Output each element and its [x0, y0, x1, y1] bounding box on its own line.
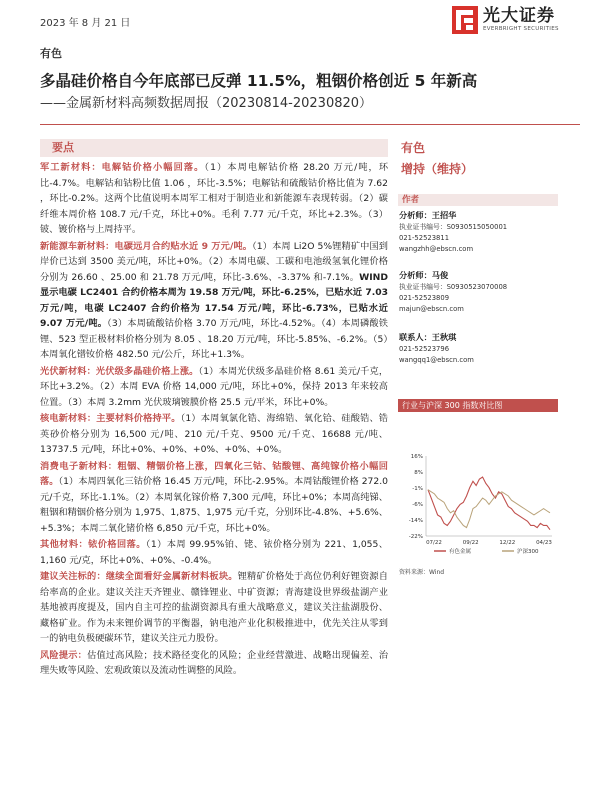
paragraph-military — [40, 160, 388, 238]
index-comparison-chart — [398, 450, 558, 570]
paragraph-lead: 建议关注标的：继续全面看好金属新材料板块。 — [40, 571, 238, 582]
paragraph-other — [40, 537, 388, 568]
paragraph-recommend — [40, 569, 388, 647]
series-line-nonferrous — [428, 477, 550, 530]
key-points-bar — [40, 139, 388, 157]
paragraph-lead: 风险提示： — [40, 649, 88, 661]
paragraph-lead: 消费电子新材料：粗铟、精铟价格上涨，四氧化三钴、钴酸锂、高纯镓价格小幅回落。 — [40, 460, 388, 487]
authors-bar — [398, 194, 558, 206]
contact-card — [399, 331, 559, 366]
authors-title: 作者 — [402, 195, 420, 205]
analyst-phone: 021-52523811 — [399, 234, 450, 243]
paragraph-consumer — [40, 459, 388, 537]
paragraph-text: 估值过高风险；技术路径变化的风险；企业经营激进、战略出现偏差、治理失败等风险、宏观政策以及流动性调整的风险。 — [40, 649, 389, 676]
analyst-cert: 执业证书编号：S0930515050001 — [399, 223, 508, 231]
y-tick-label: 16% — [410, 454, 423, 460]
paragraph-lead: 光伏新材料：光伏级多晶硅价格上涨。 — [40, 365, 199, 377]
x-tick-label: 07/22 — [426, 540, 442, 546]
investment-rating: 增持（维持） — [401, 162, 474, 176]
paragraph-text: （1）本周 Li2O 5%锂精矿中国到岸价已达到 3500 美元/吨，环比+0%。（2）本周电碳、工碳和电池级氢氧化锂价格分别为 26.60 、25.00 和 21.78 万元/吨，环比-3.6%、-3.37% 和-7.1%。 — [40, 240, 388, 283]
analyst-card — [399, 269, 559, 316]
paragraph-lead: 其他材料：铱价格回落。 — [40, 539, 146, 550]
analyst-name: 分析师：王招华 — [399, 210, 457, 220]
analyst-email[interactable]: wangzhh@ebscn.com — [399, 245, 474, 254]
key-points-body — [40, 160, 388, 680]
paragraph-text: （1）本周光伏级多晶硅价格 8.61 美元/千克，环比+3.2%。（2）本周 EVA 价格 14,000 元/吨，环比+0%，保持 2013 年来较高位置。（3）本周 3.2mm 光伏玻璃镀膜价格 25.5 元/平米，环比+0%。 — [40, 365, 389, 408]
x-tick-label: 09/22 — [462, 540, 479, 546]
paragraph-lead: 核电新材料：主要材料价格持平。 — [40, 413, 181, 424]
paragraph-pv — [40, 364, 388, 411]
broker-logo-mark-icon — [452, 6, 478, 34]
analyst-name: 分析师：马俊 — [399, 270, 449, 280]
key-points-title: 要点 — [52, 141, 74, 154]
paragraph-text: （1）本周电解钴价格 28.20 万元/吨，环比-4.7%。电解钴和钴粉比值 1.06 ，环比-3.5%；电解钴和硫酸钴价格比值为 7.62 ，环比-0.2%。这两个比值说明本周军工相对于制造业和新能源车表现转弱。（2）碳纤维本周价格 108.7 元/千克，环比+0%。毛利 7.77 元/千克，环比+2.3%。（3）铍、镀价格与上周持平。 — [40, 162, 389, 235]
analyst-phone: 021-52523809 — [399, 294, 450, 303]
paragraph-ev — [40, 239, 388, 363]
y-tick-label: -1% — [412, 486, 423, 492]
paragraph-text: （1）本周氧氯化锆、海绵锆、氧化铪、硅酸锆、锆英砂价格分别为 16,500 元/吨、210 元/千克、9500 元/千克、16688 元/吨、13737.5 元/吨，环比+0%、+0%、+0%、+0%、+0%。 — [40, 413, 388, 455]
paragraph-lead: 新能源车新材料：电碳远月合约贴水近 9 万元/吨。 — [40, 240, 253, 252]
legend-label: 有色金属 — [449, 549, 472, 555]
sidebar-industry: 有色 — [401, 141, 426, 155]
chart-source: 资料来源：Wind — [399, 569, 445, 576]
y-tick-label: -6% — [412, 502, 423, 508]
paragraph-lead: 军工新材料：电解钴价格小幅回落。 — [40, 162, 205, 173]
legend-label: 沪深300 — [517, 549, 539, 555]
chart-title: 行业与沪深 300 指数对比图 — [402, 401, 503, 410]
x-tick-label: 04/23 — [536, 540, 552, 546]
report-category: 有色 — [40, 47, 62, 60]
report-subtitle: ——金属新材料高频数据周报（20230814-20230820） — [40, 96, 373, 111]
paragraph-text: （1）本周四氧化三钴价格 16.45 万元/吨，环比-2.95%。本周钴酸锂价格 272.0 元/千克，环比-1.1%。（2）本周氧化镓价格 7,300 元/吨，环比+0%；本周高纯锑、粗铟和精铟价格分别为 1,975、1,875、1,975 元/千克，分别环比-4.8%、+5.6%、+5.3%；本周二氧化锗价格 6,850 元/千克，环比+0%。 — [40, 476, 388, 534]
title-divider — [40, 124, 580, 125]
analyst-cert: 执业证书编号：S0930523070008 — [399, 283, 508, 291]
analyst-card — [399, 209, 559, 256]
paragraph-bold: WIND 显示电碳 LC2401 合约价格本周为 19.58 万元/吨，环比-6.25%，已贴水近 7.03 万元/吨，电碳 LC2407 合约价格为 17.54 万元/吨，环比-6.73%，已贴水近 9.07 万元/吨。 — [40, 271, 388, 329]
report-date: 2023 年 8 月 21 日 — [40, 18, 131, 29]
contact-phone: 021-52523796 — [399, 345, 450, 353]
contact-email[interactable]: wangqq1@ebscn.com — [399, 356, 474, 365]
paragraph-risk — [40, 648, 388, 679]
paragraph-tail: （3）本周硫酸钴价格 3.70 万元/吨，环比-4.52%。（4）本周磷酸铁锂、523 型正极材料价格分别为 8.05 、18.20 万元/吨，环比-5.85%、-6.2%。（5）本周氧化镨钕价格 482.50 元/公斤，环比+1.3%。 — [40, 318, 388, 360]
broker-name-en: EVERBRIGHT SECURITIES — [483, 26, 559, 32]
contact-name: 联系人：王秋琪 — [399, 332, 457, 342]
y-tick-label: -22% — [408, 534, 423, 540]
y-tick-label: -14% — [408, 518, 423, 524]
paragraph-text: （1）本周 99.95%铂、铑、铱价格分别为 221、1,055、1,160 元/克，环比+0%、+0%、-0.4%。 — [40, 539, 388, 566]
x-tick-label: 12/22 — [499, 540, 516, 546]
broker-logo — [452, 6, 559, 34]
paragraph-nuclear — [40, 411, 388, 458]
report-title: 多晶硅价格自今年底部已反弹 11.5%，粗铟价格创近 5 年新高 — [40, 72, 478, 90]
broker-name: 光大证券 — [483, 6, 555, 26]
y-tick-label: 8% — [414, 470, 423, 476]
analyst-email[interactable]: majun@ebscn.com — [399, 305, 464, 314]
series-line-csi300 — [428, 490, 550, 528]
paragraph-text: 锂精矿价格处于高位仍利好锂资源自给率高的企业。建议关注天齐锂业、赣锋锂业、中矿资源；青海建设世界级盐湖产业基地被再度提及，国内自主可控的盐湖资源具有重大战略意义，建议关注盐湖股份、藏格矿业。作为未来锂价调节的平衡器，钠电池产业化积极推进中，优先关注从零到一的钠电负极硬碳环节，建议关注元力股份。 — [40, 571, 388, 644]
